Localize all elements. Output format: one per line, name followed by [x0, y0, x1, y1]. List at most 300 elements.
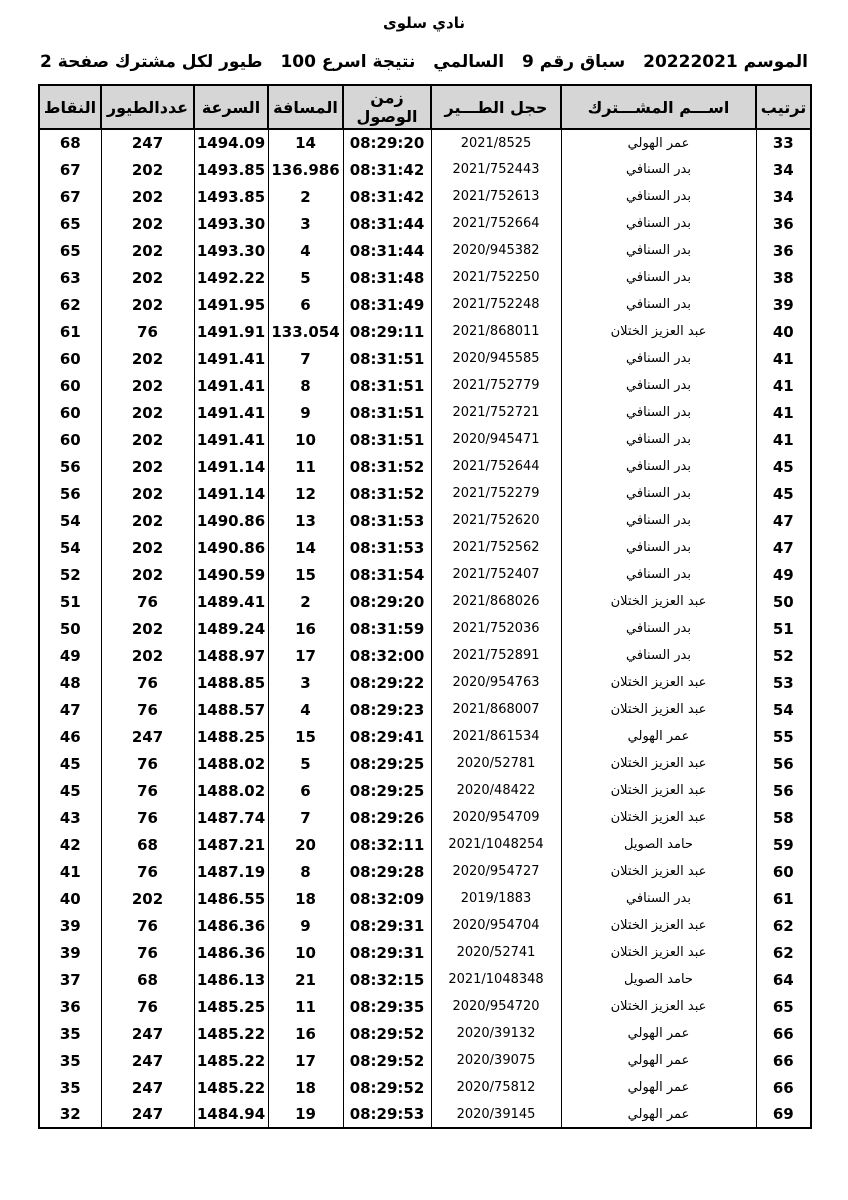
time-cell: 08:32:00 — [343, 642, 431, 669]
birds-cell: 76 — [101, 912, 194, 939]
name-cell: بدر السنافي — [561, 615, 756, 642]
distance-cell: 18 — [268, 1074, 343, 1101]
header-birds: عددالطيور — [101, 85, 194, 129]
header-points: النقاط — [39, 85, 101, 129]
table-row — [39, 372, 811, 399]
distance-cell: 10 — [268, 426, 343, 453]
speed-cell: 1489.41 — [194, 588, 268, 615]
header-time: زمن الوصول — [343, 85, 431, 129]
table-row — [39, 723, 811, 750]
time-cell: 08:29:20 — [343, 129, 431, 156]
time-cell: 08:32:15 — [343, 966, 431, 993]
table-row — [39, 453, 811, 480]
name-cell: عبد العزيز الختلان — [561, 750, 756, 777]
report-meta-line — [38, 52, 810, 72]
name-cell: عبد العزيز الختلان — [561, 669, 756, 696]
time-cell: 08:29:52 — [343, 1047, 431, 1074]
speed-cell: 1485.25 — [194, 993, 268, 1020]
table-row — [39, 345, 811, 372]
table-row — [39, 534, 811, 561]
ring-cell: 2021/752443 — [431, 156, 561, 183]
rank-cell: 41 — [756, 345, 811, 372]
results-table-body — [39, 129, 811, 1128]
table-row — [39, 804, 811, 831]
name-cell: بدر السنافي — [561, 237, 756, 264]
ring-cell: 2020/954727 — [431, 858, 561, 885]
rank-cell: 34 — [756, 183, 811, 210]
ring-cell: 2020/39075 — [431, 1047, 561, 1074]
distance-cell: 5 — [268, 264, 343, 291]
name-cell: بدر السنافي — [561, 345, 756, 372]
distance-cell: 4 — [268, 237, 343, 264]
name-cell: عمر الهولي — [561, 1020, 756, 1047]
distance-cell: 9 — [268, 399, 343, 426]
speed-cell: 1494.09 — [194, 129, 268, 156]
distance-cell: 19 — [268, 1101, 343, 1128]
distance-cell: 8 — [268, 372, 343, 399]
time-cell: 08:31:59 — [343, 615, 431, 642]
speed-cell: 1487.21 — [194, 831, 268, 858]
rank-cell: 49 — [756, 561, 811, 588]
distance-cell: 8 — [268, 858, 343, 885]
ring-cell: 2021/8525 — [431, 129, 561, 156]
points-cell: 67 — [39, 183, 101, 210]
table-row — [39, 426, 811, 453]
table-row — [39, 318, 811, 345]
speed-cell: 1489.24 — [194, 615, 268, 642]
points-cell: 35 — [39, 1020, 101, 1047]
birds-cell: 76 — [101, 669, 194, 696]
birds-cell: 247 — [101, 1020, 194, 1047]
points-cell: 56 — [39, 480, 101, 507]
name-cell: بدر السنافي — [561, 642, 756, 669]
speed-cell: 1488.57 — [194, 696, 268, 723]
distance-cell: 20 — [268, 831, 343, 858]
points-cell: 45 — [39, 777, 101, 804]
distance-cell: 18 — [268, 885, 343, 912]
time-cell: 08:29:25 — [343, 750, 431, 777]
points-cell: 41 — [39, 858, 101, 885]
birds-cell: 76 — [101, 318, 194, 345]
time-cell: 08:29:20 — [343, 588, 431, 615]
table-row — [39, 912, 811, 939]
name-cell: بدر السنافي — [561, 156, 756, 183]
birds-cell: 247 — [101, 1074, 194, 1101]
birds-cell: 202 — [101, 534, 194, 561]
speed-cell: 1485.22 — [194, 1074, 268, 1101]
points-cell: 35 — [39, 1047, 101, 1074]
points-cell: 54 — [39, 534, 101, 561]
ring-cell: 2021/752891 — [431, 642, 561, 669]
season-field: الموسم 20222021 — [643, 52, 808, 72]
rank-cell: 53 — [756, 669, 811, 696]
result-field: نتيجة اسرع 100 — [280, 52, 416, 72]
table-row — [39, 156, 811, 183]
header-speed: السرعة — [194, 85, 268, 129]
header-row — [39, 85, 811, 129]
page-number-field: طيور لكل مشترك صفحة 2 — [40, 52, 263, 72]
ring-cell: 2020/945382 — [431, 237, 561, 264]
time-cell: 08:31:51 — [343, 426, 431, 453]
birds-cell: 76 — [101, 804, 194, 831]
birds-cell: 202 — [101, 399, 194, 426]
table-row — [39, 210, 811, 237]
points-cell: 51 — [39, 588, 101, 615]
speed-cell: 1485.22 — [194, 1047, 268, 1074]
ring-cell: 2020/954763 — [431, 669, 561, 696]
table-row — [39, 1020, 811, 1047]
ring-cell: 2021/752562 — [431, 534, 561, 561]
speed-cell: 1488.85 — [194, 669, 268, 696]
distance-cell: 6 — [268, 291, 343, 318]
speed-cell: 1491.91 — [194, 318, 268, 345]
header-ring: حجل الطـــير — [431, 85, 561, 129]
distance-cell: 3 — [268, 669, 343, 696]
distance-cell: 2 — [268, 588, 343, 615]
distance-cell: 12 — [268, 480, 343, 507]
rank-cell: 38 — [756, 264, 811, 291]
distance-cell: 21 — [268, 966, 343, 993]
birds-cell: 202 — [101, 426, 194, 453]
points-cell: 67 — [39, 156, 101, 183]
points-cell: 60 — [39, 399, 101, 426]
time-cell: 08:31:52 — [343, 480, 431, 507]
speed-cell: 1491.41 — [194, 399, 268, 426]
table-row — [39, 399, 811, 426]
time-cell: 08:29:28 — [343, 858, 431, 885]
distance-cell: 14 — [268, 534, 343, 561]
rank-cell: 66 — [756, 1047, 811, 1074]
speed-cell: 1490.86 — [194, 534, 268, 561]
name-cell: بدر السنافي — [561, 453, 756, 480]
points-cell: 42 — [39, 831, 101, 858]
distance-cell: 5 — [268, 750, 343, 777]
speed-cell: 1488.97 — [194, 642, 268, 669]
distance-cell: 11 — [268, 453, 343, 480]
points-cell: 65 — [39, 210, 101, 237]
distance-cell: 136.986 — [268, 156, 343, 183]
race-name: السالمي — [433, 52, 505, 72]
table-row — [39, 615, 811, 642]
rank-cell: 65 — [756, 993, 811, 1020]
speed-cell: 1492.22 — [194, 264, 268, 291]
ring-cell: 2021/1048254 — [431, 831, 561, 858]
ring-cell: 2021/752407 — [431, 561, 561, 588]
name-cell: بدر السنافي — [561, 399, 756, 426]
speed-cell: 1488.02 — [194, 750, 268, 777]
birds-cell: 247 — [101, 723, 194, 750]
time-cell: 08:31:53 — [343, 534, 431, 561]
speed-cell: 1493.30 — [194, 237, 268, 264]
rank-cell: 59 — [756, 831, 811, 858]
points-cell: 39 — [39, 912, 101, 939]
results-table-header — [39, 85, 811, 129]
points-cell: 40 — [39, 885, 101, 912]
points-cell: 43 — [39, 804, 101, 831]
birds-cell: 202 — [101, 642, 194, 669]
speed-cell: 1491.41 — [194, 372, 268, 399]
distance-cell: 17 — [268, 1047, 343, 1074]
rank-cell: 64 — [756, 966, 811, 993]
time-cell: 08:29:31 — [343, 912, 431, 939]
ring-cell: 2021/868026 — [431, 588, 561, 615]
points-cell: 65 — [39, 237, 101, 264]
distance-cell: 16 — [268, 615, 343, 642]
name-cell: بدر السنافي — [561, 561, 756, 588]
rank-cell: 61 — [756, 885, 811, 912]
time-cell: 08:29:53 — [343, 1101, 431, 1128]
rank-cell: 51 — [756, 615, 811, 642]
ring-cell: 2020/48422 — [431, 777, 561, 804]
table-row — [39, 777, 811, 804]
points-cell: 50 — [39, 615, 101, 642]
table-row — [39, 183, 811, 210]
time-cell: 08:32:11 — [343, 831, 431, 858]
speed-cell: 1484.94 — [194, 1101, 268, 1128]
name-cell: حامد الصويل — [561, 831, 756, 858]
ring-cell: 2020/52781 — [431, 750, 561, 777]
table-row — [39, 885, 811, 912]
birds-cell: 68 — [101, 831, 194, 858]
table-row — [39, 858, 811, 885]
distance-cell: 15 — [268, 561, 343, 588]
speed-cell: 1485.22 — [194, 1020, 268, 1047]
rank-cell: 41 — [756, 399, 811, 426]
birds-cell: 202 — [101, 156, 194, 183]
table-row — [39, 264, 811, 291]
points-cell: 60 — [39, 372, 101, 399]
time-cell: 08:31:51 — [343, 399, 431, 426]
ring-cell: 2021/752613 — [431, 183, 561, 210]
ring-cell: 2021/752250 — [431, 264, 561, 291]
points-cell: 61 — [39, 318, 101, 345]
distance-cell: 16 — [268, 1020, 343, 1047]
birds-cell: 202 — [101, 183, 194, 210]
rank-cell: 56 — [756, 750, 811, 777]
distance-cell: 14 — [268, 129, 343, 156]
ring-cell: 2020/954720 — [431, 993, 561, 1020]
points-cell: 49 — [39, 642, 101, 669]
time-cell: 08:29:52 — [343, 1020, 431, 1047]
table-row — [39, 561, 811, 588]
points-cell: 35 — [39, 1074, 101, 1101]
distance-cell: 7 — [268, 345, 343, 372]
rank-cell: 36 — [756, 210, 811, 237]
name-cell: عبد العزيز الختلان — [561, 912, 756, 939]
name-cell: عمر الهولي — [561, 1047, 756, 1074]
rank-cell: 50 — [756, 588, 811, 615]
name-cell: عبد العزيز الختلان — [561, 318, 756, 345]
table-row — [39, 750, 811, 777]
points-cell: 56 — [39, 453, 101, 480]
speed-cell: 1491.14 — [194, 480, 268, 507]
birds-cell: 76 — [101, 858, 194, 885]
time-cell: 08:31:53 — [343, 507, 431, 534]
birds-cell: 202 — [101, 453, 194, 480]
race-number-field: سباق رقم 9 — [522, 52, 626, 72]
name-cell: عبد العزيز الختلان — [561, 858, 756, 885]
speed-cell: 1487.19 — [194, 858, 268, 885]
ring-cell: 2021/752620 — [431, 507, 561, 534]
ring-cell: 2021/752279 — [431, 480, 561, 507]
rank-cell: 62 — [756, 939, 811, 966]
header-rank: ترتيب — [756, 85, 811, 129]
time-cell: 08:31:54 — [343, 561, 431, 588]
time-cell: 08:29:31 — [343, 939, 431, 966]
name-cell: بدر السنافي — [561, 183, 756, 210]
header-distance: المسافة — [268, 85, 343, 129]
rank-cell: 47 — [756, 507, 811, 534]
ring-cell: 2020/52741 — [431, 939, 561, 966]
rank-cell: 39 — [756, 291, 811, 318]
distance-cell: 17 — [268, 642, 343, 669]
points-cell: 47 — [39, 696, 101, 723]
distance-cell: 10 — [268, 939, 343, 966]
time-cell: 08:31:51 — [343, 372, 431, 399]
name-cell: عمر الهولي — [561, 129, 756, 156]
name-cell: عبد العزيز الختلان — [561, 777, 756, 804]
table-row — [39, 993, 811, 1020]
speed-cell: 1491.41 — [194, 345, 268, 372]
points-cell: 39 — [39, 939, 101, 966]
name-cell: عبد العزيز الختلان — [561, 939, 756, 966]
name-cell: بدر السنافي — [561, 264, 756, 291]
distance-cell: 13 — [268, 507, 343, 534]
distance-cell: 6 — [268, 777, 343, 804]
name-cell: حامد الصويل — [561, 966, 756, 993]
time-cell: 08:29:41 — [343, 723, 431, 750]
distance-cell: 9 — [268, 912, 343, 939]
ring-cell: 2020/39132 — [431, 1020, 561, 1047]
table-row — [39, 291, 811, 318]
table-row — [39, 1101, 811, 1128]
birds-cell: 202 — [101, 561, 194, 588]
ring-cell: 2021/868011 — [431, 318, 561, 345]
speed-cell: 1486.13 — [194, 966, 268, 993]
rank-cell: 47 — [756, 534, 811, 561]
birds-cell: 76 — [101, 993, 194, 1020]
table-row — [39, 507, 811, 534]
speed-cell: 1493.85 — [194, 183, 268, 210]
distance-cell: 11 — [268, 993, 343, 1020]
distance-cell: 7 — [268, 804, 343, 831]
time-cell: 08:31:42 — [343, 183, 431, 210]
table-row — [39, 831, 811, 858]
table-row — [39, 1047, 811, 1074]
rank-cell: 62 — [756, 912, 811, 939]
table-row — [39, 669, 811, 696]
time-cell: 08:29:23 — [343, 696, 431, 723]
points-cell: 62 — [39, 291, 101, 318]
results-table — [38, 84, 812, 1129]
rank-cell: 66 — [756, 1020, 811, 1047]
rank-cell: 55 — [756, 723, 811, 750]
ring-cell: 2019/1883 — [431, 885, 561, 912]
points-cell: 60 — [39, 426, 101, 453]
birds-cell: 202 — [101, 615, 194, 642]
time-cell: 08:29:52 — [343, 1074, 431, 1101]
table-row — [39, 642, 811, 669]
table-row — [39, 1074, 811, 1101]
name-cell: عمر الهولي — [561, 1074, 756, 1101]
time-cell: 08:29:35 — [343, 993, 431, 1020]
header-name: اســـم المشـــترك — [561, 85, 756, 129]
points-cell: 52 — [39, 561, 101, 588]
rank-cell: 41 — [756, 426, 811, 453]
speed-cell: 1493.85 — [194, 156, 268, 183]
ring-cell: 2020/39145 — [431, 1101, 561, 1128]
rank-cell: 36 — [756, 237, 811, 264]
birds-cell: 202 — [101, 237, 194, 264]
speed-cell: 1491.95 — [194, 291, 268, 318]
name-cell: عبد العزيز الختلان — [561, 993, 756, 1020]
speed-cell: 1490.86 — [194, 507, 268, 534]
name-cell: عمر الهولي — [561, 723, 756, 750]
rank-cell: 60 — [756, 858, 811, 885]
ring-cell: 2021/868007 — [431, 696, 561, 723]
points-cell: 36 — [39, 993, 101, 1020]
time-cell: 08:29:25 — [343, 777, 431, 804]
distance-cell: 3 — [268, 210, 343, 237]
birds-cell: 202 — [101, 885, 194, 912]
speed-cell: 1490.59 — [194, 561, 268, 588]
birds-cell: 76 — [101, 588, 194, 615]
speed-cell: 1488.25 — [194, 723, 268, 750]
name-cell: بدر السنافي — [561, 372, 756, 399]
time-cell: 08:32:09 — [343, 885, 431, 912]
rank-cell: 41 — [756, 372, 811, 399]
name-cell: بدر السنافي — [561, 480, 756, 507]
name-cell: عبد العزيز الختلان — [561, 588, 756, 615]
birds-cell: 76 — [101, 696, 194, 723]
speed-cell: 1491.41 — [194, 426, 268, 453]
points-cell: 45 — [39, 750, 101, 777]
table-row — [39, 480, 811, 507]
birds-cell: 76 — [101, 750, 194, 777]
name-cell: عمر الهولي — [561, 1101, 756, 1128]
speed-cell: 1486.36 — [194, 912, 268, 939]
rank-cell: 54 — [756, 696, 811, 723]
speed-cell: 1493.30 — [194, 210, 268, 237]
points-cell: 63 — [39, 264, 101, 291]
speed-cell: 1487.74 — [194, 804, 268, 831]
ring-cell: 2020/945471 — [431, 426, 561, 453]
speed-cell: 1491.14 — [194, 453, 268, 480]
points-cell: 54 — [39, 507, 101, 534]
birds-cell: 202 — [101, 480, 194, 507]
points-cell: 32 — [39, 1101, 101, 1128]
ring-cell: 2020/75812 — [431, 1074, 561, 1101]
birds-cell: 202 — [101, 291, 194, 318]
ring-cell: 2021/752664 — [431, 210, 561, 237]
ring-cell: 2020/954709 — [431, 804, 561, 831]
birds-cell: 202 — [101, 345, 194, 372]
birds-cell: 76 — [101, 777, 194, 804]
name-cell: عبد العزيز الختلان — [561, 804, 756, 831]
table-row — [39, 696, 811, 723]
distance-cell: 15 — [268, 723, 343, 750]
rank-cell: 66 — [756, 1074, 811, 1101]
rank-cell: 69 — [756, 1101, 811, 1128]
time-cell: 08:31:49 — [343, 291, 431, 318]
table-row — [39, 588, 811, 615]
birds-cell: 202 — [101, 372, 194, 399]
name-cell: بدر السنافي — [561, 291, 756, 318]
ring-cell: 2021/1048348 — [431, 966, 561, 993]
points-cell: 68 — [39, 129, 101, 156]
points-cell: 37 — [39, 966, 101, 993]
table-row — [39, 237, 811, 264]
